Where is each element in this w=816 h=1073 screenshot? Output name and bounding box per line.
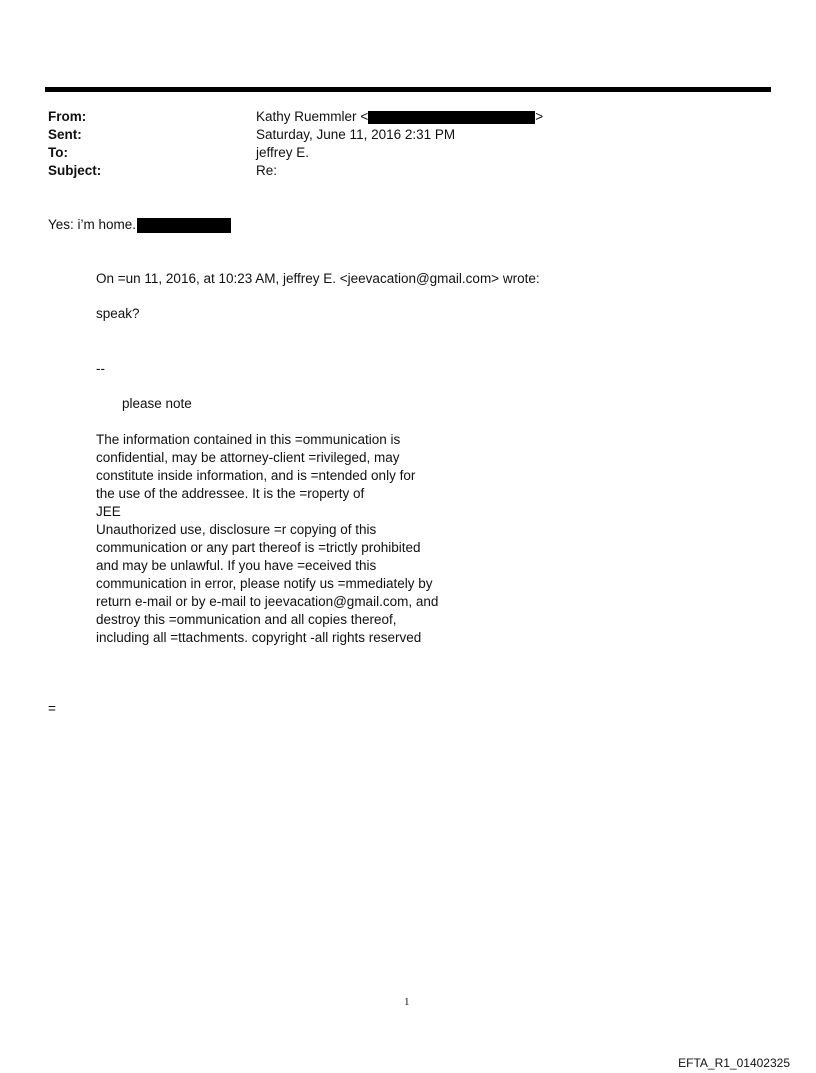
disclaimer-line: confidential, may be attorney-client =rivileged, may — [96, 450, 400, 465]
redaction-reply — [137, 218, 231, 233]
to-label: To: — [48, 145, 68, 160]
quoted-attribution: On =un 11, 2016, at 10:23 AM, jeffrey E. <jeevacation@gmail.com> wrote: — [96, 271, 540, 286]
disclaimer-line: communication in error, please notify us =mmediately by — [96, 576, 433, 591]
from-bracket-open: < — [360, 109, 369, 124]
disclaimer-block — [96, 431, 438, 647]
disclaimer-line: and may be unlawful. If you have =eceived this — [96, 558, 377, 573]
sent-label: Sent: — [48, 127, 82, 142]
disclaimer-line: Unauthorized use, disclosure =r copying of this — [96, 522, 377, 537]
reply-text: Yes: i’m home. — [48, 217, 137, 232]
reply-line — [48, 216, 231, 234]
from-bracket-close: > — [535, 109, 544, 124]
header-rule — [45, 87, 771, 92]
signature-separator: -- — [96, 361, 105, 376]
subject-value: Re: — [256, 163, 278, 178]
disclaimer-line: communication or any part thereof is =trictly prohibited — [96, 540, 421, 555]
disclaimer-line: including all =ttachments. copyright -all rights reserved — [96, 630, 422, 645]
quoted-message: speak? — [96, 306, 140, 321]
redaction-email — [368, 111, 535, 124]
from-name: Kathy Ruemmler — [256, 109, 357, 124]
sent-value: Saturday, June 11, 2016 2:31 PM — [256, 127, 456, 142]
please-note: please note — [122, 396, 192, 411]
from-value — [256, 108, 543, 126]
subject-label: Subject: — [48, 163, 102, 178]
page-number: 1 — [404, 996, 410, 1008]
disclaimer-line: constitute inside information, and is =ntended only for — [96, 468, 416, 483]
disclaimer-line: JEE — [96, 504, 121, 519]
from-label: From: — [48, 109, 87, 124]
disclaimer-line: The information contained in this =ommunication is — [96, 432, 401, 447]
to-value: jeffrey E. — [256, 145, 310, 160]
bates-number: EFTA_R1_01402325 — [678, 1056, 790, 1070]
trailing-char: = — [48, 701, 56, 716]
disclaimer-line: return e-mail or by e-mail to jeevacation@gmail.com, and — [96, 594, 439, 609]
disclaimer-line: the use of the addressee. It is the =roperty of — [96, 486, 365, 501]
disclaimer-line: destroy this =ommunication and all copies thereof, — [96, 612, 397, 627]
